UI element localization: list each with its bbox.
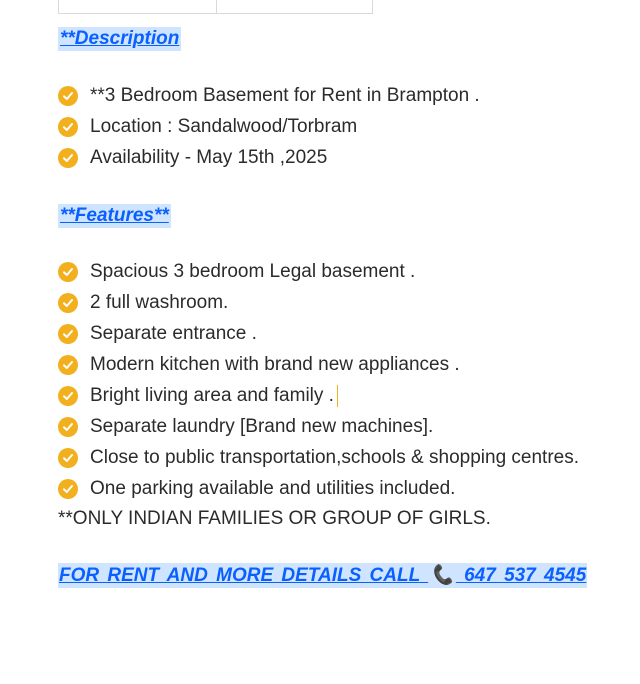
check-icon [58, 293, 78, 313]
list-item-text: Separate entrance . [90, 322, 257, 344]
list-item-text: Availability - May 15th ,2025 [90, 146, 328, 168]
check-icon [58, 386, 78, 406]
note-text: **ONLY INDIAN FAMILIES OR GROUP OF GIRLS. [58, 508, 491, 529]
check-icon [58, 86, 78, 106]
text-cursor [337, 385, 338, 407]
list-item-text: Spacious 3 bedroom Legal basement . [90, 260, 416, 282]
list-item-text: Separate laundry [Brand new machines]. [90, 415, 434, 437]
check-icon [58, 479, 78, 499]
list-item [58, 473, 579, 504]
check-icon [58, 148, 78, 168]
check-icon [58, 448, 78, 468]
phone-icon: 📞 [430, 565, 454, 586]
list-item [58, 80, 480, 111]
list-item-text: Location : Sandalwood/Torbram [90, 115, 358, 137]
list-item [58, 287, 579, 318]
list-item-text: **3 Bedroom Basement for Rent in Brampton . [90, 84, 480, 106]
list-item-text: Modern kitchen with brand new appliances . [90, 353, 460, 375]
list-item [58, 442, 579, 473]
check-icon [58, 324, 78, 344]
cta-phone[interactable]: 647 537 4545 [464, 565, 587, 586]
list-item [58, 256, 579, 287]
features-list [58, 256, 579, 504]
features-heading: **Features** [60, 205, 169, 226]
list-item [58, 111, 480, 142]
list-item [58, 411, 579, 442]
list-item [58, 380, 579, 411]
list-item-text[interactable]: Bright living area and family . [90, 384, 334, 406]
table-divider [216, 0, 217, 13]
table-fragment [58, 0, 373, 14]
list-item [58, 142, 480, 173]
check-icon [58, 355, 78, 375]
list-item-text: One parking available and utilities included. [90, 477, 456, 499]
list-item-text: 2 full washroom. [90, 291, 229, 313]
list-item [58, 318, 579, 349]
check-icon [58, 117, 78, 137]
description-list [58, 80, 480, 173]
check-icon [58, 417, 78, 437]
check-icon [58, 262, 78, 282]
list-item [58, 349, 579, 380]
description-heading: **Description [60, 28, 180, 49]
cta-text: FOR RENT AND MORE DETAILS CALL [59, 565, 420, 586]
list-item-text: Close to public transportation,schools & shopping centres. [90, 446, 579, 468]
cta-link[interactable] [58, 563, 587, 588]
